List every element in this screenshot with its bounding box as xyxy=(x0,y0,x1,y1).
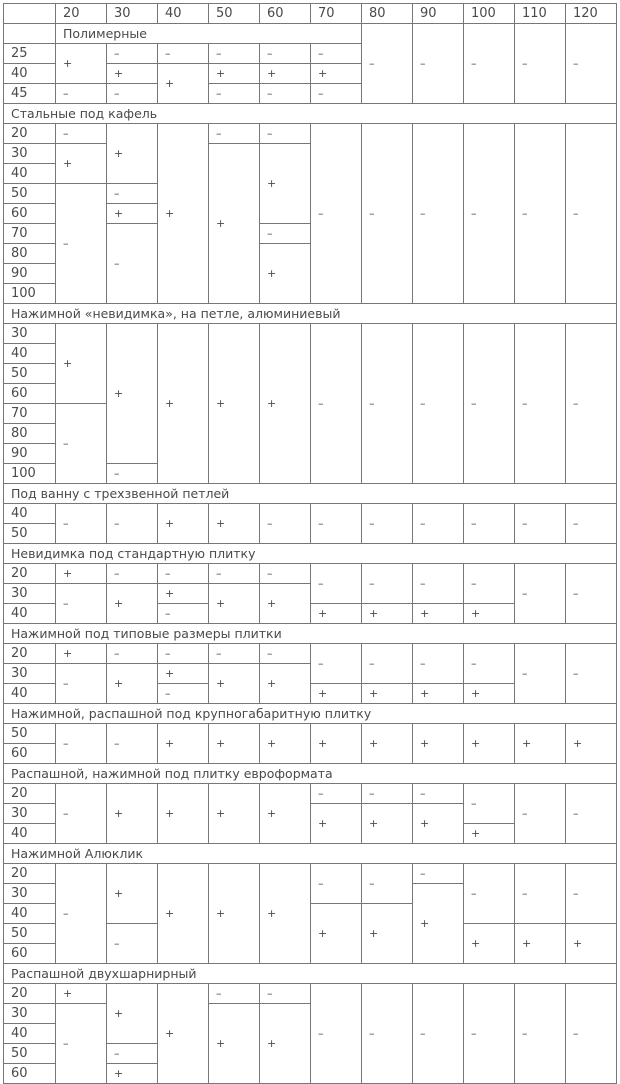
availability-cell: – xyxy=(464,984,515,1084)
row-header: 100 xyxy=(4,464,56,484)
availability-cell: + xyxy=(362,724,413,764)
availability-cell: – xyxy=(158,564,209,584)
row-header: 50 xyxy=(4,364,56,384)
row-header: 20 xyxy=(4,644,56,664)
availability-cell: + xyxy=(107,64,158,84)
availability-cell: + xyxy=(56,44,107,84)
table-row xyxy=(4,504,617,524)
header-row xyxy=(4,4,617,24)
section-title-row xyxy=(4,964,617,984)
availability-cell: – xyxy=(362,564,413,604)
section-title: Невидимка под стандартную плитку xyxy=(4,544,617,564)
availability-cell: + xyxy=(515,924,566,964)
section-title-row xyxy=(4,304,617,324)
row-header: 45 xyxy=(4,84,56,104)
availability-cell: + xyxy=(107,204,158,224)
availability-cell: – xyxy=(362,24,413,104)
availability-cell: + xyxy=(413,884,464,964)
row-header: 50 xyxy=(4,524,56,544)
row-header: 25 xyxy=(4,44,56,64)
availability-cell: – xyxy=(515,984,566,1084)
row-header: 50 xyxy=(4,924,56,944)
availability-cell: + xyxy=(566,724,617,764)
row-header: 40 xyxy=(4,164,56,184)
availability-cell: – xyxy=(56,84,107,104)
availability-cell: + xyxy=(107,984,158,1044)
section-title-spacer xyxy=(4,24,56,44)
table-row xyxy=(4,784,617,804)
availability-cell: + xyxy=(260,584,311,624)
availability-cell: – xyxy=(56,124,107,144)
column-header: 100 xyxy=(464,4,515,24)
compatibility-table xyxy=(3,3,617,1084)
availability-cell: + xyxy=(515,724,566,764)
availability-cell: – xyxy=(566,644,617,704)
row-header: 40 xyxy=(4,684,56,704)
availability-cell: – xyxy=(107,724,158,764)
availability-cell: + xyxy=(56,984,107,1004)
availability-cell: + xyxy=(209,784,260,844)
row-header: 40 xyxy=(4,1024,56,1044)
availability-cell: + xyxy=(464,724,515,764)
availability-cell: – xyxy=(311,564,362,604)
column-header: 20 xyxy=(56,4,107,24)
availability-cell: – xyxy=(107,564,158,584)
availability-cell: + xyxy=(107,664,158,704)
availability-cell: + xyxy=(158,664,209,684)
section-title: Нажимной, распашной под крупногабаритную плитку xyxy=(4,704,617,724)
availability-cell: – xyxy=(464,784,515,824)
availability-cell: – xyxy=(260,224,311,244)
availability-cell: + xyxy=(260,664,311,704)
availability-cell: – xyxy=(464,24,515,104)
availability-cell: – xyxy=(515,124,566,304)
availability-cell: – xyxy=(515,324,566,484)
availability-cell: + xyxy=(260,784,311,844)
availability-cell: – xyxy=(515,564,566,624)
availability-cell: + xyxy=(464,604,515,624)
table-body xyxy=(4,4,617,1084)
section-title: Под ванну с трехзвенной петлей xyxy=(4,484,617,504)
availability-cell: – xyxy=(311,504,362,544)
row-header: 60 xyxy=(4,1064,56,1084)
row-header: 20 xyxy=(4,564,56,584)
availability-cell: – xyxy=(566,24,617,104)
availability-cell: – xyxy=(209,84,260,104)
availability-cell: + xyxy=(362,804,413,844)
availability-cell: + xyxy=(158,504,209,544)
row-header: 60 xyxy=(4,944,56,964)
availability-cell: – xyxy=(362,784,413,804)
availability-cell: – xyxy=(209,644,260,664)
availability-cell: – xyxy=(566,324,617,484)
availability-cell: – xyxy=(56,864,107,964)
availability-cell: – xyxy=(56,1004,107,1084)
availability-cell: – xyxy=(566,984,617,1084)
availability-cell: – xyxy=(413,24,464,104)
column-header: 60 xyxy=(260,4,311,24)
availability-cell: + xyxy=(362,604,413,624)
row-header: 40 xyxy=(4,64,56,84)
availability-cell: – xyxy=(311,984,362,1084)
table-row xyxy=(4,324,617,344)
availability-cell: + xyxy=(107,1064,158,1084)
availability-cell: + xyxy=(107,584,158,624)
availability-cell: – xyxy=(107,464,158,484)
row-header: 90 xyxy=(4,264,56,284)
section-title-row xyxy=(4,484,617,504)
row-header: 40 xyxy=(4,504,56,524)
availability-cell: – xyxy=(260,644,311,664)
availability-cell: – xyxy=(260,124,311,144)
availability-cell: + xyxy=(209,724,260,764)
row-header: 90 xyxy=(4,444,56,464)
row-header: 60 xyxy=(4,384,56,404)
availability-cell: + xyxy=(413,604,464,624)
row-header: 80 xyxy=(4,424,56,444)
availability-cell: – xyxy=(311,784,362,804)
row-header: 30 xyxy=(4,584,56,604)
section-title: Нажимной «невидимка», на петле, алюминиевый xyxy=(4,304,617,324)
availability-cell: – xyxy=(515,644,566,704)
availability-cell: + xyxy=(209,664,260,704)
availability-cell: + xyxy=(158,124,209,304)
availability-cell: + xyxy=(209,144,260,304)
availability-cell: + xyxy=(260,1004,311,1084)
availability-cell: – xyxy=(464,864,515,924)
row-header: 20 xyxy=(4,984,56,1004)
availability-cell: – xyxy=(362,504,413,544)
row-header: 30 xyxy=(4,884,56,904)
section-title: Нажимной Алюклик xyxy=(4,844,617,864)
availability-cell: – xyxy=(209,984,260,1004)
column-header: 30 xyxy=(107,4,158,24)
availability-cell: – xyxy=(413,324,464,484)
availability-cell: – xyxy=(107,504,158,544)
table-row xyxy=(4,864,617,884)
availability-cell: + xyxy=(413,724,464,764)
availability-cell: + xyxy=(107,124,158,184)
availability-cell: – xyxy=(413,644,464,684)
availability-cell: – xyxy=(311,324,362,484)
availability-cell: – xyxy=(209,44,260,64)
availability-cell: – xyxy=(260,564,311,584)
availability-cell: – xyxy=(566,864,617,924)
section-title: Распашной, нажимной под плитку евроформата xyxy=(4,764,617,784)
availability-cell: – xyxy=(413,564,464,604)
availability-cell: + xyxy=(158,64,209,104)
section-title-row xyxy=(4,764,617,784)
table-row xyxy=(4,644,617,664)
availability-cell: – xyxy=(413,864,464,884)
availability-cell: – xyxy=(464,124,515,304)
section-title-row xyxy=(4,624,617,644)
row-header: 30 xyxy=(4,664,56,684)
availability-cell: – xyxy=(464,564,515,604)
availability-cell: – xyxy=(464,324,515,484)
availability-cell: – xyxy=(107,224,158,304)
availability-cell: – xyxy=(311,124,362,304)
section-title-row xyxy=(4,104,617,124)
availability-cell: + xyxy=(311,724,362,764)
availability-cell: + xyxy=(209,324,260,484)
availability-cell: + xyxy=(311,604,362,624)
row-header: 80 xyxy=(4,244,56,264)
column-header: 90 xyxy=(413,4,464,24)
availability-cell: + xyxy=(464,684,515,704)
availability-cell: + xyxy=(260,244,311,304)
availability-cell: + xyxy=(260,724,311,764)
availability-cell: – xyxy=(362,864,413,904)
row-header: 40 xyxy=(4,824,56,844)
availability-cell: – xyxy=(107,1044,158,1064)
availability-cell: – xyxy=(158,44,209,64)
availability-cell: + xyxy=(260,64,311,84)
availability-cell: + xyxy=(158,984,209,1084)
availability-cell: – xyxy=(413,984,464,1084)
table-row xyxy=(4,724,617,744)
row-header: 40 xyxy=(4,904,56,924)
row-header: 100 xyxy=(4,284,56,304)
availability-cell: – xyxy=(515,864,566,924)
availability-cell: – xyxy=(515,24,566,104)
availability-cell: + xyxy=(209,64,260,84)
availability-cell: – xyxy=(209,124,260,144)
availability-cell: – xyxy=(158,644,209,664)
column-header: 40 xyxy=(158,4,209,24)
row-header: 60 xyxy=(4,204,56,224)
availability-cell: – xyxy=(158,684,209,704)
availability-cell: – xyxy=(56,504,107,544)
availability-cell: + xyxy=(260,144,311,224)
availability-cell: – xyxy=(464,504,515,544)
availability-cell: + xyxy=(158,864,209,964)
availability-cell: + xyxy=(209,864,260,964)
availability-cell: – xyxy=(413,504,464,544)
row-header: 20 xyxy=(4,864,56,884)
row-header: 50 xyxy=(4,724,56,744)
availability-cell: + xyxy=(362,684,413,704)
row-header: 30 xyxy=(4,1004,56,1024)
availability-cell: – xyxy=(260,84,311,104)
availability-cell: – xyxy=(311,44,362,64)
row-header: 40 xyxy=(4,604,56,624)
availability-cell: + xyxy=(107,784,158,844)
availability-cell: – xyxy=(56,404,107,484)
availability-cell: + xyxy=(260,864,311,964)
availability-cell: – xyxy=(56,584,107,624)
availability-cell: + xyxy=(362,904,413,964)
availability-cell: – xyxy=(362,644,413,684)
availability-cell: + xyxy=(158,584,209,604)
column-header: 120 xyxy=(566,4,617,24)
corner-cell xyxy=(4,4,56,24)
availability-cell: – xyxy=(362,984,413,1084)
compatibility-table-wrapper xyxy=(3,3,617,1084)
availability-cell: + xyxy=(107,324,158,464)
row-header: 70 xyxy=(4,404,56,424)
table-row xyxy=(4,564,617,584)
availability-cell: – xyxy=(260,44,311,64)
section-title-row xyxy=(4,24,617,44)
availability-cell: – xyxy=(107,644,158,664)
availability-cell: – xyxy=(362,124,413,304)
availability-cell: + xyxy=(158,724,209,764)
availability-cell: + xyxy=(311,684,362,704)
row-header: 70 xyxy=(4,224,56,244)
row-header: 30 xyxy=(4,324,56,344)
availability-cell: + xyxy=(413,684,464,704)
availability-cell: + xyxy=(566,924,617,964)
section-title-row xyxy=(4,844,617,864)
availability-cell: – xyxy=(311,644,362,684)
availability-cell: – xyxy=(107,44,158,64)
section-title-row xyxy=(4,704,617,724)
column-header: 110 xyxy=(515,4,566,24)
availability-cell: + xyxy=(311,64,362,84)
table-row xyxy=(4,984,617,1004)
availability-cell: – xyxy=(158,604,209,624)
availability-cell: – xyxy=(566,564,617,624)
availability-cell: + xyxy=(56,564,107,584)
availability-cell: – xyxy=(311,864,362,904)
availability-cell: – xyxy=(107,184,158,204)
availability-cell: – xyxy=(362,324,413,484)
table-row xyxy=(4,124,617,144)
row-header: 30 xyxy=(4,804,56,824)
availability-cell: – xyxy=(209,564,260,584)
section-title: Стальные под кафель xyxy=(4,104,617,124)
section-title: Распашной двухшарнирный xyxy=(4,964,617,984)
column-header: 80 xyxy=(362,4,413,24)
availability-cell: – xyxy=(56,784,107,844)
section-title: Полимерные xyxy=(56,24,362,44)
availability-cell: – xyxy=(260,504,311,544)
row-header: 20 xyxy=(4,784,56,804)
availability-cell: + xyxy=(464,824,515,844)
availability-cell: – xyxy=(413,124,464,304)
availability-cell: + xyxy=(56,324,107,404)
availability-cell: – xyxy=(56,724,107,764)
availability-cell: + xyxy=(209,1004,260,1084)
availability-cell: + xyxy=(56,144,107,184)
availability-cell: – xyxy=(515,504,566,544)
availability-cell: + xyxy=(209,584,260,624)
availability-cell: – xyxy=(107,84,158,104)
row-header: 20 xyxy=(4,124,56,144)
row-header: 40 xyxy=(4,344,56,364)
column-header: 50 xyxy=(209,4,260,24)
section-title: Нажимной под типовые размеры плитки xyxy=(4,624,617,644)
availability-cell: + xyxy=(260,324,311,484)
availability-cell: – xyxy=(413,784,464,804)
availability-cell: + xyxy=(464,924,515,964)
availability-cell: + xyxy=(209,504,260,544)
column-header: 70 xyxy=(311,4,362,24)
row-header: 60 xyxy=(4,744,56,764)
availability-cell: + xyxy=(311,804,362,844)
availability-cell: – xyxy=(311,84,362,104)
availability-cell: – xyxy=(566,504,617,544)
availability-cell: – xyxy=(107,924,158,964)
section-title-row xyxy=(4,544,617,564)
availability-cell: + xyxy=(413,804,464,844)
availability-cell: – xyxy=(515,784,566,844)
availability-cell: – xyxy=(566,784,617,844)
availability-cell: – xyxy=(260,984,311,1004)
row-header: 50 xyxy=(4,184,56,204)
row-header: 50 xyxy=(4,1044,56,1064)
availability-cell: + xyxy=(107,864,158,924)
availability-cell: + xyxy=(158,784,209,844)
row-header: 30 xyxy=(4,144,56,164)
availability-cell: + xyxy=(311,904,362,964)
availability-cell: – xyxy=(56,664,107,704)
availability-cell: – xyxy=(464,644,515,684)
availability-cell: + xyxy=(158,324,209,484)
availability-cell: + xyxy=(56,644,107,664)
availability-cell: – xyxy=(56,184,107,304)
availability-cell: – xyxy=(566,124,617,304)
